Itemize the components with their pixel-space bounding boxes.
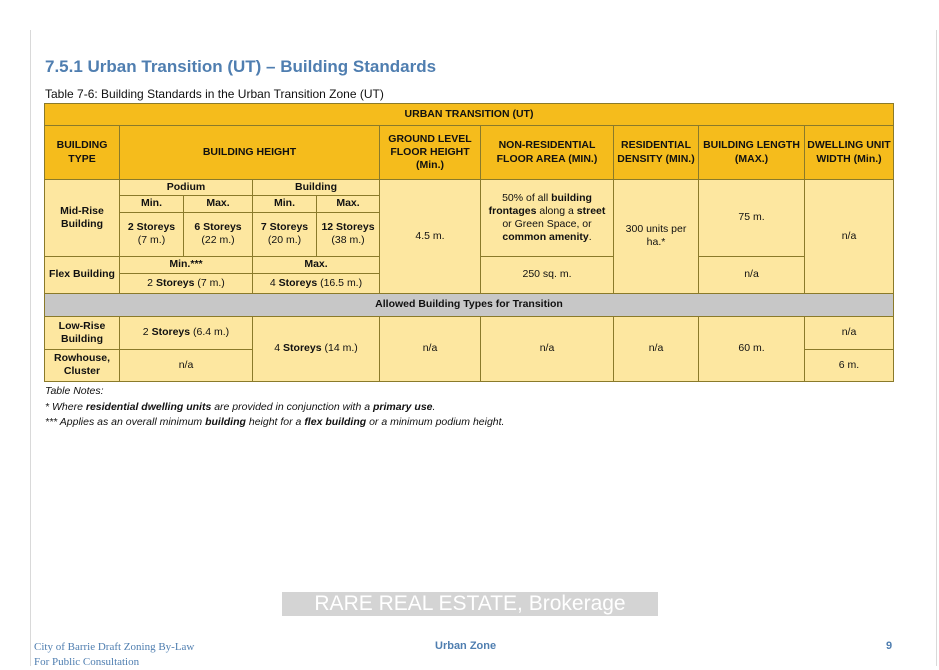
text-run: 4: [274, 342, 284, 355]
text-run: 50% of all: [502, 191, 552, 204]
subheader-building: Building: [253, 180, 380, 196]
nonres-flex: 250 sq. m.: [481, 256, 614, 293]
header-building-length: BUILDING LENGTH (MAX.): [699, 126, 805, 180]
width-midrise-flex: n/a: [805, 180, 894, 294]
text-run: (14 m.): [321, 342, 358, 355]
row-label-rowhouse: Rowhouse, Cluster: [45, 349, 120, 381]
width-lowrise: n/a: [805, 316, 894, 349]
text-run: along a: [536, 204, 577, 217]
building-standards-table: [44, 103, 894, 382]
allowed-types-band: Allowed Building Types for Transition: [45, 293, 894, 316]
midrise-podium-min: [120, 212, 184, 256]
text-run: * Where: [45, 400, 86, 413]
row-label-flex: Flex Building: [45, 256, 120, 293]
length-flex: n/a: [699, 256, 805, 293]
width-rowhouse: 6 m.: [805, 349, 894, 381]
term-storeys: Storeys: [283, 342, 322, 355]
notes-title: Table Notes:: [45, 385, 104, 397]
lowrise-rowhouse-height-max: [253, 316, 380, 381]
footer-consultation: For Public Consultation: [34, 656, 140, 668]
text-run: are provided in conjunction with a: [211, 400, 373, 413]
flex-min-label: Min.***: [120, 256, 253, 273]
note-residential: [45, 400, 504, 416]
row-label-low-rise: Low-Rise Building: [45, 316, 120, 349]
page-number: 9: [886, 640, 893, 652]
header-residential-density: RESIDENTIAL DENSITY (MIN.): [614, 126, 699, 180]
term-storeys: Storeys: [155, 276, 195, 289]
table-caption: Table 7-6: Building Standards in the Urban Transition Zone (UT): [45, 87, 384, 101]
storeys-value: 2 Storeys: [127, 220, 176, 233]
header-non-residential-floor-area: NON-RESIDENTIAL FLOOR AREA (MIN.): [481, 126, 614, 180]
footer-section-name: Urban Zone: [435, 640, 497, 652]
footer-bylaw-title: City of Barrie Draft Zoning By-Law: [34, 641, 195, 653]
length-lowrise: 60 m.: [699, 316, 805, 381]
zone-title-cell: URBAN TRANSITION (UT): [45, 104, 894, 126]
text-run: *** Applies as an overall minimum: [45, 416, 206, 428]
term-residential-dwelling-units: residential dwelling units: [85, 400, 212, 413]
midrise-building-max: [317, 212, 380, 256]
row-label-mid-rise: Mid-Rise Building: [45, 180, 120, 256]
subheader-building-max: Max.: [317, 196, 380, 212]
storeys-value: 6 Storeys: [194, 220, 242, 233]
ground-floor-lowrise: n/a: [380, 316, 481, 381]
metres-value: (20 m.): [267, 234, 302, 247]
header-building-type: BUILDING TYPE: [45, 126, 120, 180]
page-edge: [936, 30, 937, 666]
term-storeys: Storeys: [151, 326, 191, 339]
term-storeys: Storeys: [278, 276, 318, 289]
lowrise-height-min: [120, 316, 253, 349]
text-run: (16.5 m.): [317, 276, 363, 289]
subheader-podium: Podium: [120, 180, 253, 196]
header-building-height: BUILDING HEIGHT: [120, 126, 380, 180]
metres-value: (7 m.): [137, 234, 166, 247]
length-midrise: 75 m.: [699, 180, 805, 256]
text-run: 4: [269, 276, 279, 289]
flex-min-value: [120, 273, 253, 293]
text-run: or a minimum podium height.: [366, 416, 505, 428]
midrise-podium-max: [184, 212, 253, 256]
midrise-building-min: [253, 212, 317, 256]
text-run: (6.4 m.): [190, 326, 230, 339]
text-run: (7 m.): [194, 276, 225, 289]
density-midrise-flex: 300 units per ha.*: [614, 180, 699, 294]
subheader-building-min: Min.: [253, 196, 317, 212]
rowhouse-height-min: n/a: [120, 349, 253, 381]
flex-max-label: Max.: [253, 256, 380, 273]
note-flex-minimum: [45, 415, 504, 431]
storeys-value: 7 Storeys: [260, 220, 309, 233]
text-run: 2: [147, 276, 156, 289]
term-street: street: [576, 204, 606, 217]
brokerage-watermark: RARE REAL ESTATE, Brokerage: [282, 592, 658, 616]
metres-value: (38 m.): [331, 234, 365, 247]
nonres-midrise-cell: [481, 180, 614, 256]
page-edge: [30, 30, 31, 666]
term-building: building: [205, 416, 246, 428]
metres-value: (22 m.): [201, 234, 235, 247]
text-run: or Green Space, or: [502, 217, 592, 230]
section-heading: 7.5.1 Urban Transition (UT) – Building Standards: [45, 57, 437, 76]
subheader-podium-min: Min.: [120, 196, 184, 212]
storeys-value: 12 Storeys: [321, 220, 375, 233]
density-lowrise: n/a: [614, 316, 699, 381]
text-run: 2: [142, 326, 152, 339]
nonres-lowrise: n/a: [481, 316, 614, 381]
subheader-podium-max: Max.: [184, 196, 253, 212]
term-primary-use: primary use: [372, 400, 433, 413]
term-flex-building: flex building: [304, 416, 367, 428]
text-run: .: [432, 400, 436, 413]
term-building-frontages: building frontages: [488, 191, 592, 217]
table-notes: [45, 384, 504, 431]
term-common-amenity: common amenity: [502, 231, 589, 244]
flex-max-value: [253, 273, 380, 293]
text-run: height for a: [245, 416, 305, 428]
ground-floor-midrise-flex: 4.5 m.: [380, 180, 481, 294]
header-dwelling-unit-width: DWELLING UNIT WIDTH (Min.): [805, 126, 894, 180]
header-ground-floor-height: GROUND LEVEL FLOOR HEIGHT (Min.): [380, 126, 481, 180]
text-run: .: [588, 231, 592, 244]
